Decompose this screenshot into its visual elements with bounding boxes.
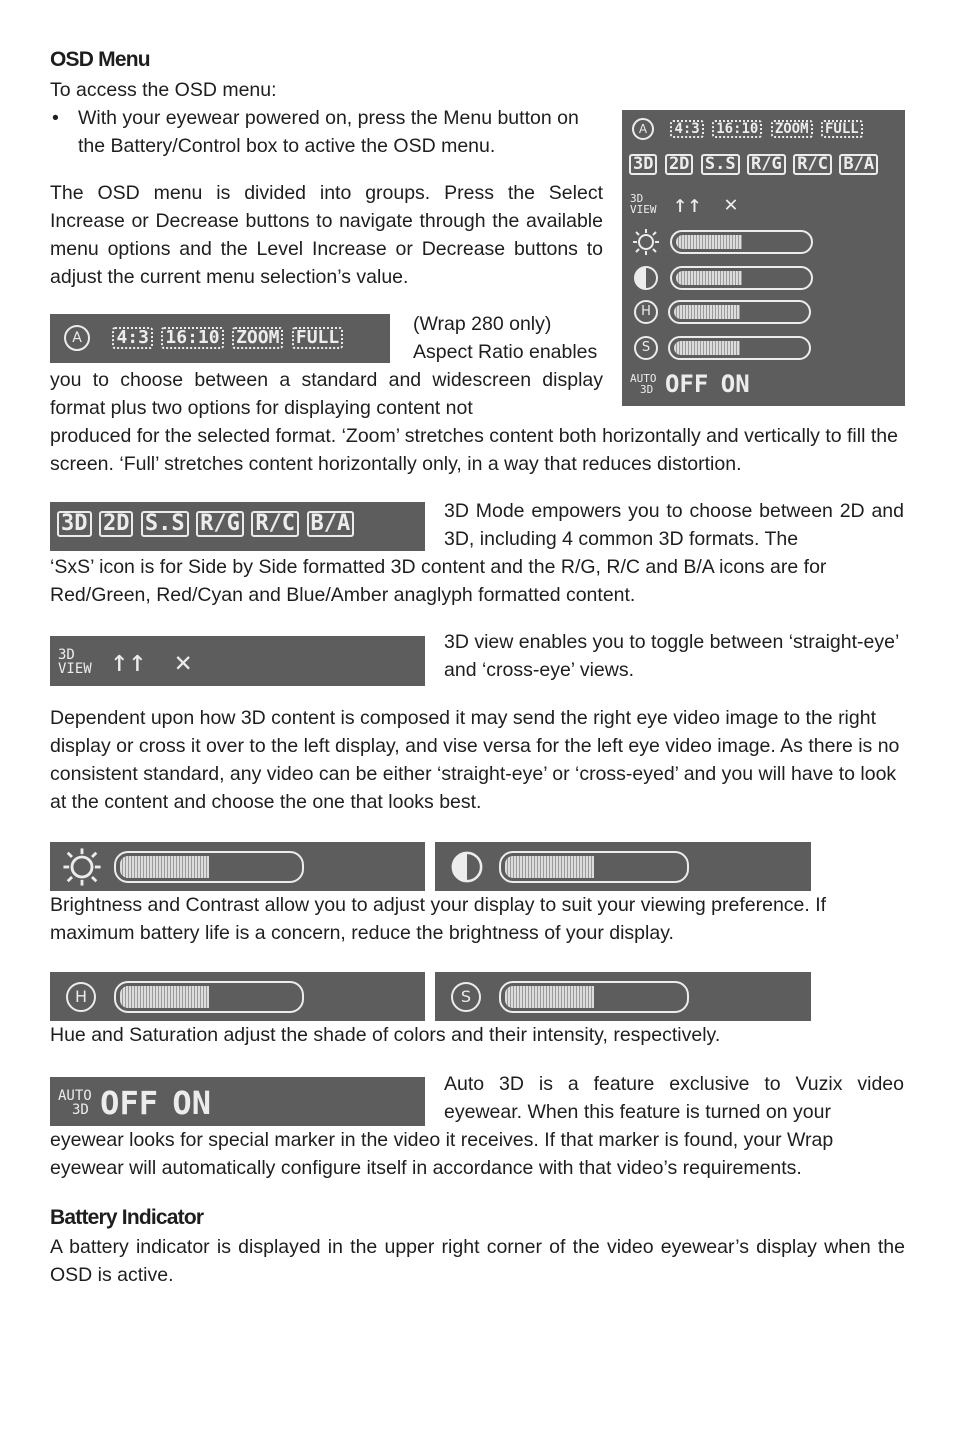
strip-hue-slider <box>114 981 304 1013</box>
hue-saturation-text: Hue and Saturation adjust the shade of colors and their intensity, respectively. <box>50 1024 721 1046</box>
strip-opt-rg: R/G <box>196 511 244 537</box>
panel-opt-sxs: S.S <box>701 154 740 175</box>
strip-opt-2d: 2D <box>99 511 134 537</box>
strip-hue-fill <box>120 986 209 1008</box>
section-heading-battery: Battery Indicator <box>50 1206 204 1229</box>
panel-opt-full: FULL <box>821 120 863 138</box>
saturation-fill <box>674 341 740 355</box>
panel-opt-rg: R/G <box>747 154 786 175</box>
hue-icon: H <box>634 300 658 324</box>
view3d-detail: Dependent upon how 3D content is composed it may send the right eye video image to the right display or cross it over to the left display, and vise versa for the left eye video image. As there is no consistent standard, any video can be either ‘straight-eye’ or ‘cross-eyed’ and you will have to look at the content and choose the one that looks best. <box>50 707 900 813</box>
sun-icon <box>632 228 660 256</box>
contrast-slider <box>670 266 813 290</box>
panel-opt-zoom: ZOOM <box>771 120 813 138</box>
mode3d-strip <box>50 502 425 551</box>
strip-opt-ba: B/A <box>307 511 355 537</box>
auto3d-text-a: Auto 3D is a feature exclusive to Vuzix video eyewear. When this feature is turned on your <box>444 1073 904 1123</box>
saturation-slider <box>668 336 811 360</box>
aspect-body: you to choose between a standard and widescreen display format plus two options for displaying content not <box>50 369 603 419</box>
panel-auto3d-row <box>630 370 750 398</box>
strip-opt-sxs: S.S <box>141 511 189 537</box>
panel-view-label-bottom: VIEW <box>630 203 657 216</box>
panel-brightness-row <box>632 228 813 256</box>
strip-auto-label-bottom: 3D <box>72 1102 89 1118</box>
panel-opt-4-3: 4:3 <box>670 120 703 138</box>
strip-brightness-fill <box>120 856 209 878</box>
strip-saturation-fill <box>505 986 594 1008</box>
osd-bullet: • With your eyewear powered on, press the Menu button on the Battery/Control box to active the OSD menu. <box>78 104 604 160</box>
hue-slider <box>668 300 811 324</box>
strip-auto-on: ON <box>172 1084 211 1122</box>
aspect-note: (Wrap 280 only) <box>413 313 552 335</box>
strip-opt-full: FULL <box>292 327 343 349</box>
brightness-slider <box>670 230 813 254</box>
osd-section <box>50 44 610 160</box>
brightness-strip <box>50 842 425 891</box>
strip-view-label-top: 3D <box>58 646 75 663</box>
half-circle-icon <box>632 264 660 292</box>
strip-opt-3d: 3D <box>57 511 92 537</box>
strip-auto-label-top: AUTO <box>58 1088 92 1104</box>
osd-panel-aspect-row <box>632 118 867 140</box>
strip-contrast-fill <box>505 856 594 878</box>
hue-strip <box>50 972 425 1021</box>
strip-saturation-slider <box>499 981 689 1013</box>
hue-fill <box>674 305 740 319</box>
strip-auto-off: OFF <box>100 1084 158 1122</box>
view3d-strip <box>50 636 425 686</box>
view3d-text: 3D view enables you to toggle between ‘straight-eye’ and ‘cross-eye’ views. <box>444 631 899 681</box>
panel-contrast-row <box>632 264 813 292</box>
panel-opt-16-10: 16:10 <box>712 120 762 138</box>
osd-intro: To access the OSD menu: <box>50 79 277 101</box>
panel-auto-label-bottom: 3D <box>640 383 654 396</box>
brightness-contrast-text: Brightness and Contrast allow you to adjust your display to suit your viewing preference. If maximum battery life is a concern, reduce the brightness of your display. <box>50 894 827 944</box>
panel-opt-2d: 2D <box>665 154 693 175</box>
strip-straight-eye-icon: ↑↑ <box>110 644 147 679</box>
strip-opt-zoom: ZOOM <box>232 327 283 349</box>
strip-saturation-icon: S <box>451 982 481 1012</box>
panel-auto-label-top: AUTO <box>630 372 657 385</box>
straight-eye-icon: ↑↑ <box>672 190 702 218</box>
panel-saturation-row <box>632 336 811 360</box>
panel-auto-off: OFF <box>664 370 709 398</box>
battery-text: A battery indicator is displayed in the upper right corner of the video eyewear’s display when the OSD is active. <box>50 1236 905 1286</box>
aspect-lead: Aspect Ratio enables <box>413 341 598 363</box>
auto3d-strip <box>50 1077 425 1126</box>
strip-hue-icon: H <box>66 982 96 1012</box>
contrast-strip <box>435 842 811 891</box>
contrast-fill <box>676 271 742 285</box>
brightness-fill <box>676 235 742 249</box>
osd-groups-text: The OSD menu is divided into groups. Press the Select Increase or Decrease buttons to navigate through the available menu options and the Level Increase or Decrease buttons to adjust the current menu selection’s value. <box>50 182 603 288</box>
strip-half-circle-icon <box>449 849 485 885</box>
mode3d-text-a: 3D Mode empowers you to choose between 2D and 3D, including 4 common 3D formats. The <box>444 500 904 550</box>
saturation-strip <box>435 972 811 1021</box>
strip-opt-4-3: 4:3 <box>112 327 153 349</box>
osd-full-panel <box>622 110 905 406</box>
panel-opt-rc: R/C <box>793 154 832 175</box>
osd-panel-3d-row <box>629 154 878 175</box>
panel-auto-on: ON <box>720 370 750 398</box>
strip-view-label-bottom: VIEW <box>58 660 92 677</box>
aspect-strip <box>50 314 390 363</box>
section-heading-osd-menu: OSD Menu <box>50 48 150 71</box>
osd-panel-view-row <box>630 190 738 218</box>
cross-eye-icon: ✕ <box>724 191 738 217</box>
panel-view-label-top: 3D <box>630 192 644 205</box>
panel-hue-row <box>632 300 811 324</box>
saturation-icon: S <box>634 336 658 360</box>
strip-sun-icon <box>62 847 102 887</box>
strip-brightness-slider <box>114 851 304 883</box>
mode3d-text-b: ‘SxS’ icon is for Side by Side formatted 3D content and the R/G, R/C and B/A icons are for Red/Green, Red/Cyan and Blue/Amber anaglyph formatted content. <box>50 556 827 606</box>
panel-opt-3d: 3D <box>629 154 657 175</box>
aspect-full-text: produced for the selected format. ‘Zoom’ stretches content both horizontally and vertically to fill the screen. ‘Full’ stretches content horizontally only, in a way that reduces distortion. <box>50 425 898 475</box>
aspect-icon: A <box>632 118 654 140</box>
aspect-strip-icon: A <box>64 325 90 351</box>
strip-opt-16-10: 16:10 <box>161 327 223 349</box>
panel-opt-ba: B/A <box>839 154 878 175</box>
strip-contrast-slider <box>499 851 689 883</box>
strip-opt-rc: R/C <box>251 511 299 537</box>
auto3d-text-b: eyewear looks for special marker in the video it receives. If that marker is found, your Wrap eyewear will automatically configure itself in accordance with that video’s requirements. <box>50 1129 834 1179</box>
strip-cross-eye-icon: ✕ <box>174 645 192 678</box>
